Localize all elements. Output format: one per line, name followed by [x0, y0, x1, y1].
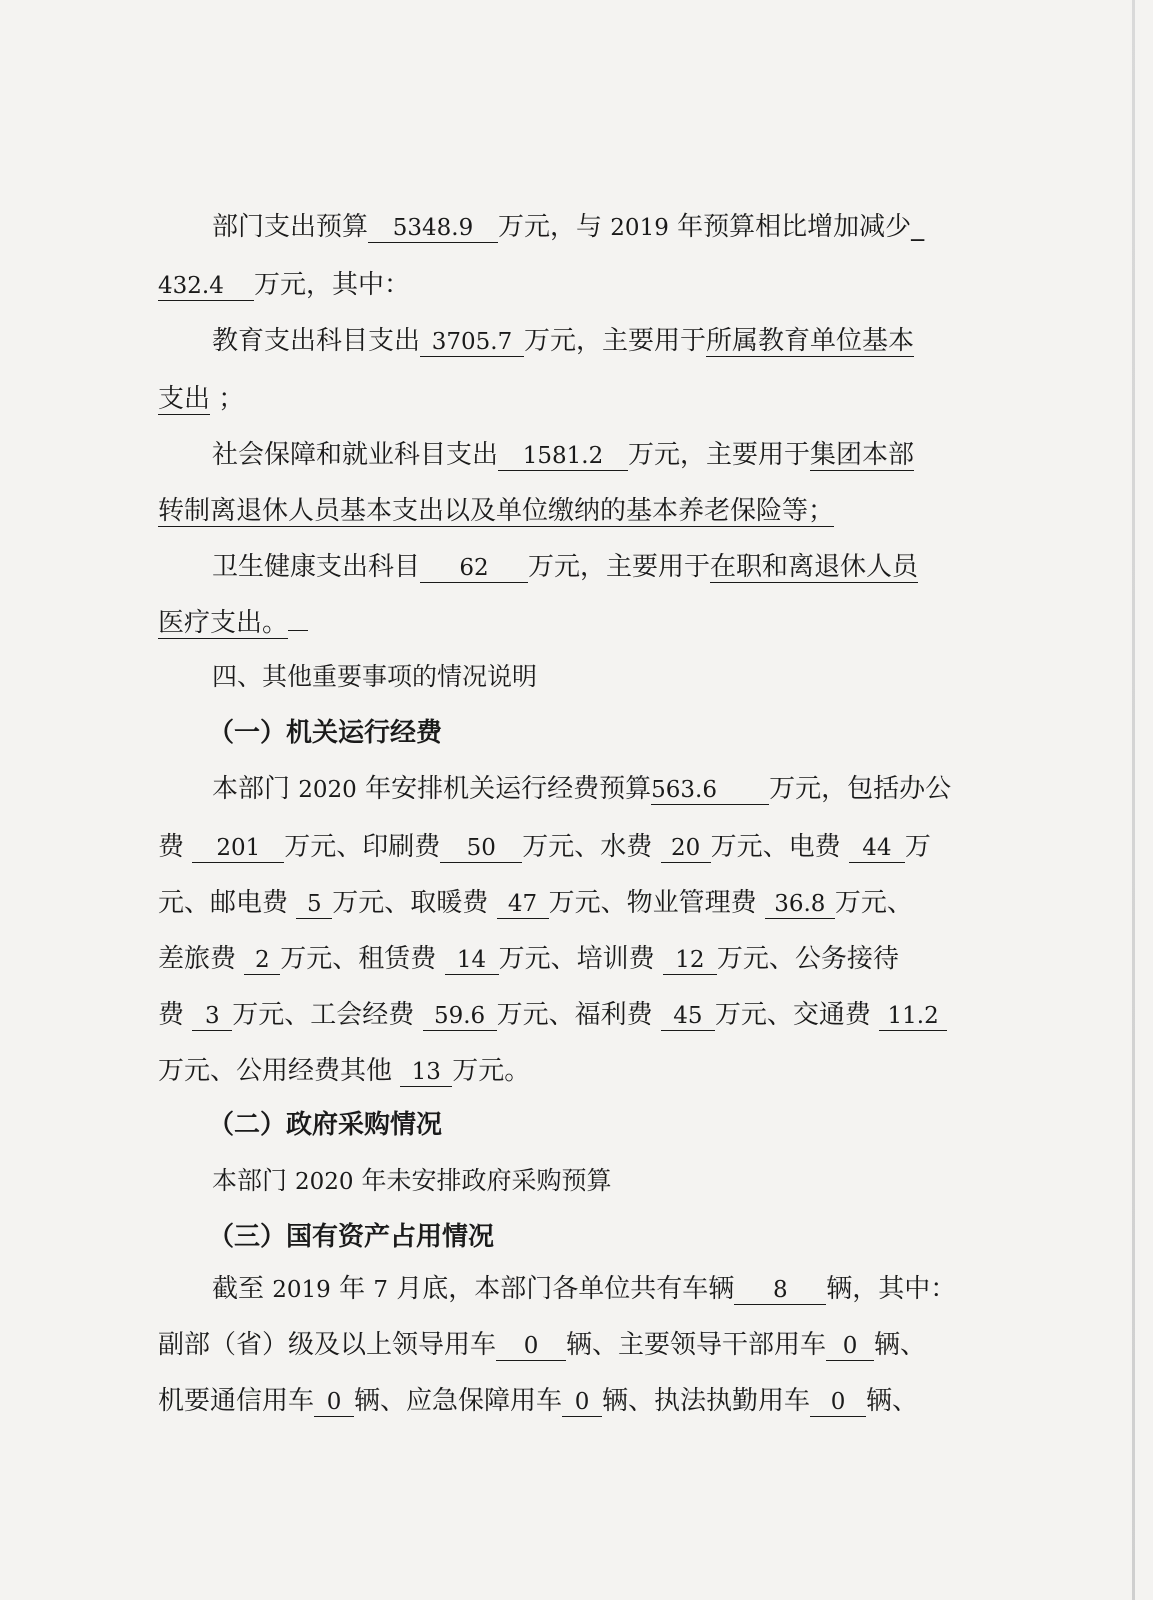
underlined-text: 在职和离退休人员	[710, 552, 919, 582]
text: 万元，其中：	[254, 270, 411, 300]
text: 万元、水费	[522, 832, 653, 862]
text: 副部（省）级及以上领导用车	[158, 1330, 497, 1360]
value-property: 36.8	[765, 890, 835, 919]
text: 辆、	[866, 1386, 919, 1416]
text: 万元、福利费	[496, 1000, 653, 1030]
year: 2019	[610, 215, 669, 241]
text: 年安排机关运行经费预算	[365, 774, 652, 804]
value-education: 3705.7	[420, 328, 524, 357]
value-vehicles-total: 8	[734, 1276, 826, 1305]
text: 部门支出预算	[212, 212, 369, 242]
value-health: 62	[420, 554, 528, 583]
text: 本部门	[212, 774, 291, 804]
value-reception: 3	[192, 1002, 232, 1031]
line-education	[212, 324, 914, 358]
text: 卫生健康支出科目	[212, 552, 421, 582]
text: 截至	[212, 1274, 265, 1304]
text: 辆，其中：	[826, 1274, 957, 1304]
heading-state-assets	[208, 1220, 494, 1254]
text: 差旅费	[158, 944, 237, 974]
line-admin-costs	[212, 772, 951, 807]
line-vehicles-1	[158, 1328, 926, 1362]
line-health-cont	[158, 606, 308, 640]
text: 万元、	[834, 888, 913, 918]
value-leader-vehicles: 0	[826, 1332, 874, 1361]
text: 万	[904, 832, 931, 862]
line-costs-3	[158, 942, 899, 976]
value-heating: 47	[497, 890, 549, 919]
text: 万元、物业管理费	[548, 888, 757, 918]
month: 7	[373, 1277, 389, 1303]
line-costs-1	[158, 830, 931, 864]
line-social-security-cont	[158, 494, 834, 528]
line-costs-4	[158, 998, 947, 1032]
underlined-text: 集团本部	[810, 440, 915, 470]
line-social-security	[212, 438, 914, 472]
text: 万元、交通费	[714, 1000, 871, 1030]
value-enforcement-vehicles: 0	[810, 1388, 866, 1417]
value-postal: 5	[296, 890, 332, 919]
text: ；	[218, 384, 245, 414]
text: 万元、公务接待	[716, 944, 899, 974]
value-union: 59.6	[423, 1002, 497, 1031]
value-total-expenditure: 5348.9	[368, 214, 498, 243]
section-four-heading	[212, 660, 537, 694]
text: （二）政府采购情况	[208, 1110, 443, 1140]
value-senior-vehicles: 0	[496, 1332, 566, 1361]
value-transport: 11.2	[879, 1002, 947, 1031]
line-procurement	[212, 1164, 611, 1199]
value-social-security: 1581.2	[498, 442, 628, 471]
text: 四、其他重要事项的情况说明	[212, 662, 538, 691]
text: 年预算相比增加减少_	[677, 212, 925, 242]
year: 2019	[272, 1277, 331, 1303]
value-printing: 50	[440, 834, 522, 863]
text: 辆、	[874, 1330, 927, 1360]
text: 辆、执法执勤用车	[602, 1386, 811, 1416]
text: 万元，包括办公	[769, 774, 952, 804]
line-decrease	[158, 268, 410, 302]
value-decrease: 432.4	[158, 272, 254, 301]
page-edge	[1132, 0, 1135, 1600]
line-health	[212, 550, 918, 584]
text: 万元、租赁费	[280, 944, 437, 974]
underlined-text: 医疗支出。	[158, 608, 289, 638]
value-travel: 2	[244, 946, 280, 975]
value-welfare: 45	[661, 1002, 715, 1031]
text: 机要通信用车	[158, 1386, 315, 1416]
line-costs-2	[158, 886, 913, 920]
heading-admin-costs	[208, 716, 442, 750]
text: 万元、印刷费	[284, 832, 441, 862]
text: 辆、主要领导干部用车	[566, 1330, 827, 1360]
underlined-text: 所属教育单位基本	[706, 326, 915, 356]
text: 社会保障和就业科目支出	[212, 440, 499, 470]
text: 万元、取暖费	[332, 888, 489, 918]
text: 年	[339, 1274, 366, 1304]
underline-tail	[288, 630, 308, 631]
text: 万元，主要用于	[528, 552, 711, 582]
text: 辆、应急保障用车	[354, 1386, 563, 1416]
text: （三）国有资产占用情况	[208, 1222, 495, 1252]
text: 月底，本部门各单位共有车辆	[396, 1274, 735, 1304]
text: 年未安排政府采购预算	[361, 1166, 612, 1195]
text: 万元、工会经费	[232, 1000, 415, 1030]
text: 万元，主要用于	[524, 326, 707, 356]
value-office: 201	[192, 834, 284, 863]
text: 万元，主要用于	[628, 440, 811, 470]
line-vehicles-2	[158, 1384, 918, 1418]
value-comm-vehicles: 0	[314, 1388, 354, 1417]
text: （一）机关运行经费	[208, 718, 443, 748]
value-emergency-vehicles: 0	[562, 1388, 602, 1417]
line-vehicles	[212, 1272, 956, 1307]
text: 教育支出科目支出	[212, 326, 421, 356]
text: 费	[158, 832, 185, 862]
heading-procurement	[208, 1108, 442, 1142]
value-water: 20	[661, 834, 711, 863]
text: 万元，与	[498, 212, 603, 242]
text: 万元、公用经费其他	[158, 1056, 393, 1086]
underlined-text: 转制离退休人员基本支出以及单位缴纳的基本养老保险等；	[158, 496, 835, 526]
text: 本部门	[212, 1166, 288, 1195]
value-training: 12	[663, 946, 717, 975]
underlined-text: 支出	[158, 384, 211, 414]
text: 万元、电费	[710, 832, 841, 862]
year: 2020	[294, 1169, 354, 1195]
text: 元、邮电费	[158, 888, 289, 918]
year: 2020	[298, 777, 357, 803]
line-costs-5	[158, 1054, 530, 1088]
text: 万元。	[452, 1056, 531, 1086]
text: 费	[158, 1000, 185, 1030]
value-admin-costs: 563.6	[651, 776, 769, 805]
value-other-public: 13	[400, 1058, 452, 1087]
line-education-cont	[158, 382, 244, 416]
text: 万元、培训费	[498, 944, 655, 974]
line-dept-expenditure	[212, 210, 924, 245]
value-electricity: 44	[849, 834, 905, 863]
value-lease: 14	[445, 946, 499, 975]
